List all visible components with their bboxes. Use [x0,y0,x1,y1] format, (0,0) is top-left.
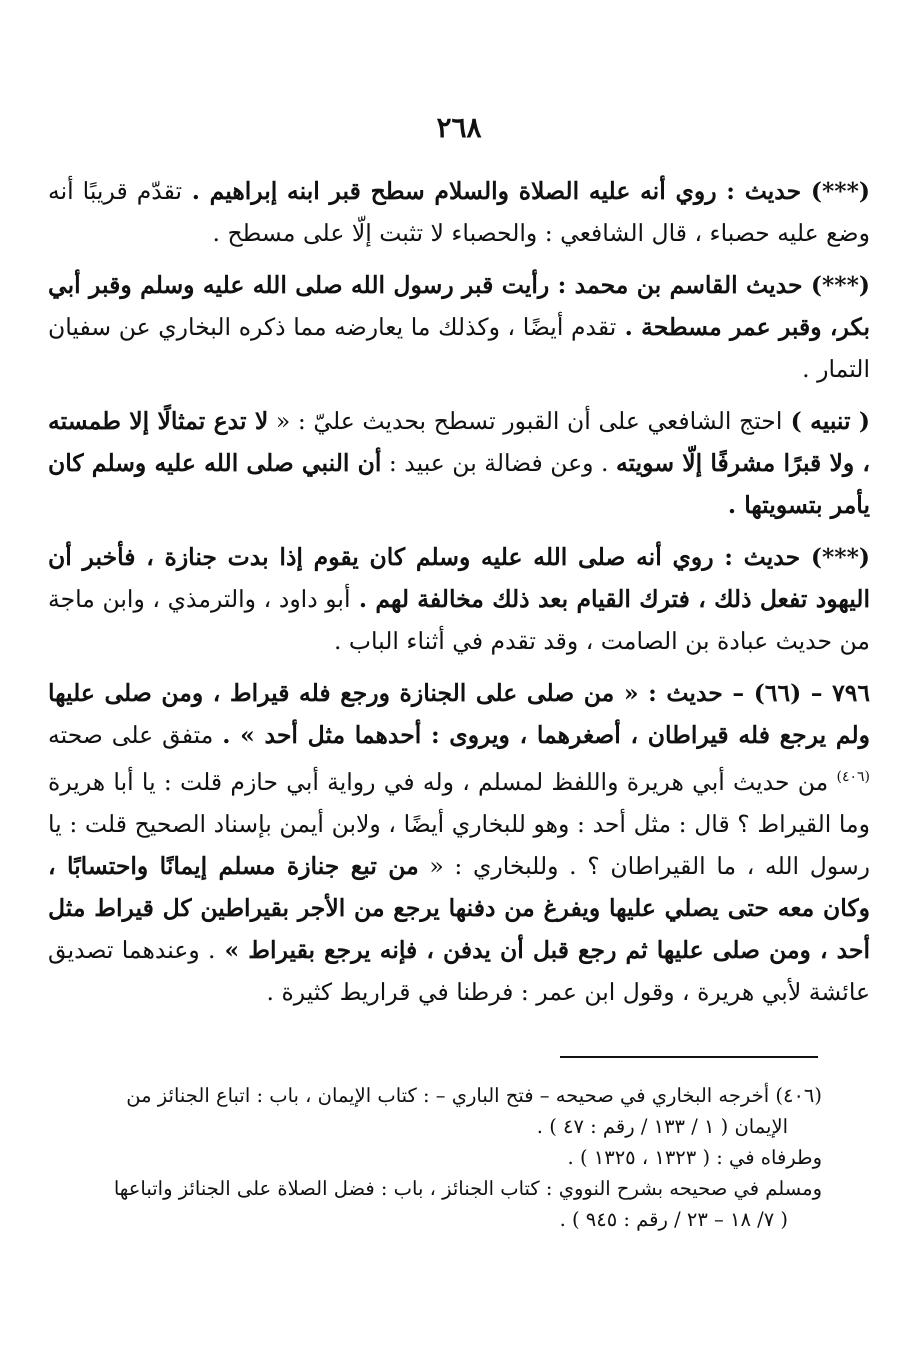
p2-comment: تقدم أيضًا ، وكذلك ما يعارضه مما ذكره البخاري عن سفيان التمار . [48,313,870,383]
p5-intro: متفق على صحته [48,721,223,749]
p4-comment: أبو داود ، والترمذي ، وابن ماجة من حديث عبادة بن الصامت ، وقد تقدم في أثناء الباب . [48,585,870,655]
p5-ending: . وعندهما تصديق عائشة لأبي هريرة ، وقول ابن عمر : فرطنا في قراريط كثيرة . [48,935,870,1006]
page-number: ٢٦٨ [436,111,482,144]
footnote-line: (٤٠٦) أخرجه البخاري في صحيحه – فتح الباري – : كتاب الإيمان ، باب : اتباع الجنائز من [126,1084,822,1107]
paragraph-2 [48,264,870,390]
footnote-ref[interactable]: (٤٠٦) [836,769,870,785]
p1-label: (***) حديث : [716,177,870,205]
footnote-divider [560,1056,818,1058]
p3-hadith: لا تدع تمثالًا إلا طمسته ، ولا قبرًا مشرفًا إلّا سويته [48,407,871,477]
footnote-line: الإيمان ( ١ / ١٣٣ / رقم : ٤٧ ) . [536,1115,788,1138]
footnote-line: ( ٧/ ١٨ – ٢٣ / رقم : ٩٤٥ ) . [559,1208,788,1231]
page-body [48,108,870,1023]
footnote-line: وطرفاه في : ( ١٣٢٣ ، ١٣٢٥ ) . [567,1146,822,1169]
p5-hadith-2: من تبع جنازة مسلم إيمانًا واحتسابًا ، وكان معه حتى يصلي عليها ويفرغ من دفنها يرجع من الأجر بقيراطين كل قيراط مثل أحد ، ومن صلى عليها ثم رجع قبل أن يدفن ، فإنه يرجع بقيراط » [48,851,870,964]
p1-hadith: روي أنه عليه الصلاة والسلام سطح قبر ابنه إبراهيم . [182,177,717,205]
paragraph-4 [48,536,870,662]
paragraph-5 [48,672,870,1013]
p4-hadith: روي أنه صلى الله عليه وسلم كان يقوم إذا بدت جنازة ، فأخبر أن اليهود تفعل ذلك ، فترك القيام بعد ذلك مخالفة لهم . [48,543,870,613]
p4-label: (***) حديث : [713,543,870,571]
p3-label: ( تنبيه ) [782,407,870,435]
p3-intro: احتج الشافعي على أن القبور تسطح بحديث عليّ : « [268,407,783,435]
p2-hadith: (***) حديث القاسم بن محمد : رأيت قبر رسول الله صلى الله عليه وسلم وقبر أبي بكر، وقبر عمر مسطحة . [48,271,870,341]
footnotes [48,1080,822,1235]
p3-hadith-2: أن النبي صلى الله عليه وسلم كان يأمر بتسويتها . [48,449,870,519]
paragraph-3 [48,400,870,526]
p5-hadith: ٧٩٦ – (٦٦) – حديث : « من صلى على الجنازة ورجع فله قيراط ، ومن صلى عليها ولم يرجع فله قيراطان ، أصغرهما ، ويروى : أحدهما مثل أحد » . [48,679,870,749]
p5-text: من حديث أبي هريرة واللفظ لمسلم ، وله في رواية أبي حازم قلت : يا أبا هريرة وما القيراط ؟ قال : مثل أحد : وهو للبخاري أيضًا ، ولابن أيمن بإسناد الصحيح قلت : يا رسول الله ، ما القيراطان ؟ . وللبخاري : « [48,767,870,880]
p1-comment: تقدّم قريبًا أنه وضع عليه حصباء ، قال الشافعي : والحصباء لا تثبت إلّا على مسطح . [48,177,870,247]
footnote-line: ومسلم في صحيحه بشرح النووي : كتاب الجنائز ، باب : فضل الصلاة على الجنائز واتباعها [113,1177,822,1200]
paragraph-1 [48,170,870,254]
p3-mid: . وعن فضالة بن عبيد : [381,449,616,477]
